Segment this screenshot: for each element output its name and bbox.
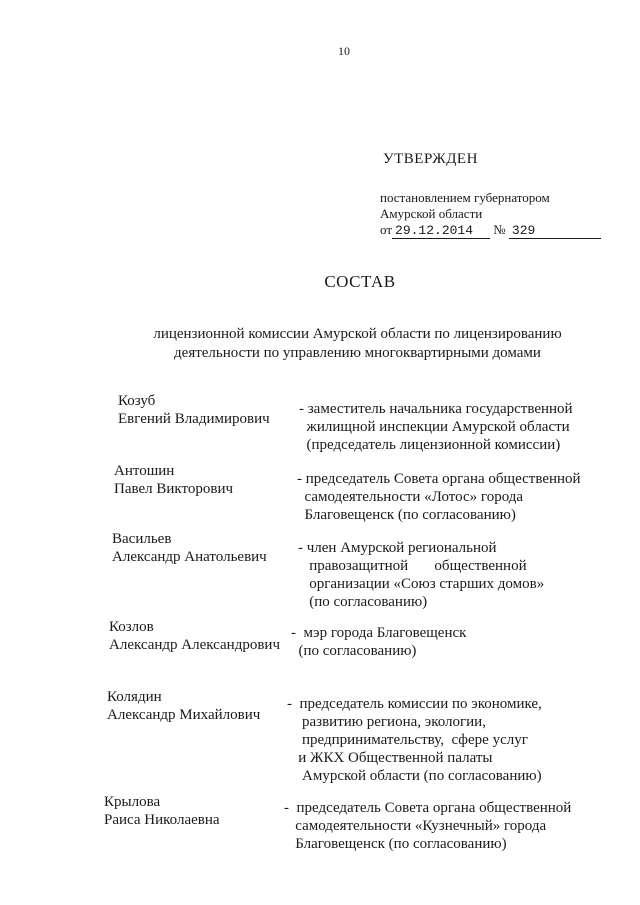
member-surname: Крылова: [104, 794, 161, 810]
subtitle-line-1: лицензионной комиссии Амурской области по лицензированию: [153, 326, 562, 342]
member-surname: Козуб: [118, 393, 156, 409]
decree-date-line: [380, 222, 601, 239]
member-role-line: развитию региона, экологии,: [287, 714, 486, 730]
document-subtitle: [145, 325, 570, 363]
member-given-names: Александр Михайлович: [107, 707, 261, 723]
date-prefix: от: [380, 222, 393, 237]
member-role-line: предпринимательству, сфере услуг: [287, 732, 528, 748]
member-role-line: - член Амурской региональной: [298, 540, 497, 556]
member-role-line: и ЖКХ Общественной палаты: [287, 750, 493, 766]
member-role-line: (по согласованию): [291, 643, 417, 659]
subtitle-line-2: деятельности по управлению многоквартирными домами: [174, 345, 541, 361]
decree-line-2: Амурской области: [380, 206, 483, 221]
decree-block: [380, 190, 601, 239]
page-number: 10: [338, 44, 350, 58]
member-role-line: самодеятельности «Лотос» города: [297, 489, 524, 505]
decree-number: 329: [509, 224, 601, 239]
decree-date: 29.12.2014: [392, 224, 490, 239]
member-surname: Колядин: [107, 689, 162, 705]
member-role-line: - председатель Совета органа общественной: [297, 471, 581, 487]
member-role-line: (председатель лицензионной комиссии): [299, 437, 561, 453]
member-given-names: Александр Анатольевич: [112, 549, 267, 565]
member-role-line: жилищной инспекции Амурской области: [299, 419, 570, 435]
approval-heading: УТВЕРЖДЕН: [383, 151, 478, 167]
member-surname: Козлов: [109, 619, 154, 635]
member-role-line: Благовещенск (по согласованию): [284, 836, 507, 852]
member-surname: Васильев: [112, 531, 172, 547]
member-role-line: Амурской области (по согласованию): [287, 768, 542, 784]
number-prefix: №: [493, 222, 506, 237]
member-surname: Антошин: [114, 463, 175, 479]
member-role-line: организации «Союз старших домов»: [298, 576, 545, 592]
member-role-line: - председатель комиссии по экономике,: [287, 696, 542, 712]
member-role-line: - мэр города Благовещенск: [291, 625, 467, 641]
member-given-names: Раиса Николаевна: [104, 812, 220, 828]
member-given-names: Павел Викторович: [114, 481, 234, 497]
member-given-names: Александр Александрович: [109, 637, 280, 653]
member-role-line: (по согласованию): [298, 594, 428, 610]
member-role-line: самодеятельности «Кузнечный» города: [284, 818, 547, 834]
member-role-line: Благовещенск (по согласованию): [297, 507, 516, 523]
member-given-names: Евгений Владимирович: [118, 411, 270, 427]
decree-line-1: постановлением губернатором: [380, 190, 550, 205]
document-title: СОСТАВ: [324, 272, 396, 291]
member-role-line: правозащитной общественной: [298, 558, 527, 574]
member-role-line: - председатель Совета органа общественной: [284, 800, 572, 816]
member-role-line: - заместитель начальника государственной: [299, 401, 573, 417]
